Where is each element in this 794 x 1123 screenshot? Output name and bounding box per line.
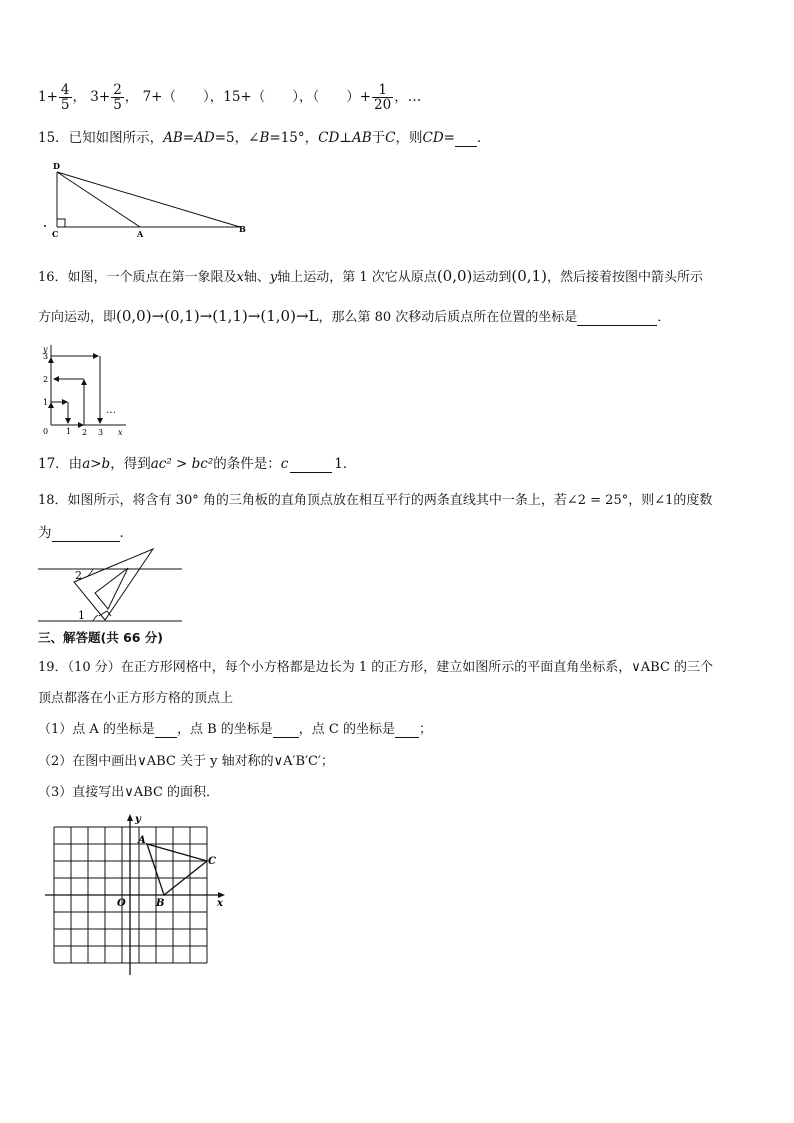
q18-angle-1-label: 1 (78, 609, 85, 622)
q18-angle-2-label: 2 (75, 569, 82, 582)
term2-whole: 3+ (90, 89, 111, 105)
label-D: D (53, 161, 60, 171)
q19-sub2: （2）在图中画出∨ABC 关于 y 轴对称的∨A′B′C′； (38, 754, 334, 769)
q19-grid-figure (42, 813, 232, 978)
q16-xtick-3: 3 (98, 428, 104, 437)
q16-answer-blank[interactable] (577, 310, 657, 326)
q19-blank-C[interactable] (395, 722, 419, 738)
q19-blank-B[interactable] (273, 722, 299, 738)
grid-origin-label: O (117, 898, 126, 909)
label-C: C (52, 229, 59, 239)
vertex-C-label: C (208, 856, 216, 867)
term2-fraction: $\frac{2}{5}$ (113, 81, 122, 113)
q19-blank-A[interactable] (155, 722, 177, 738)
term4-fraction: $\frac{1}{20}$ (374, 81, 392, 113)
q16-xtick-1: 1 (66, 427, 72, 436)
q16-origin: 0 (43, 427, 49, 436)
q17-answer-blank[interactable] (290, 456, 332, 473)
q16-ytick-2: 2 (43, 375, 49, 384)
sequence-tail: ，… (394, 89, 422, 105)
q18-line2: 为 ． (38, 525, 133, 541)
q18-figure (35, 545, 185, 625)
q16-dots: … (106, 405, 116, 416)
q19-sub3: （3）直接写出∨ABC 的面积． (38, 785, 220, 800)
vertex-A-label: A (138, 835, 146, 846)
q15-text: 15．已知如图所示，AB=AD=5，∠B=15°，CD⊥AB于C，则CD= ． (38, 130, 491, 146)
q16-line1: 16．如图，一个质点在第一象限及x轴、y轴上运动，第 1 次它从原点(0,0)运动到(0,1)，然后接着按图中箭头所示 (38, 267, 703, 285)
q16-line2: 方向运动，即(0,0)→(0,1)→(1,1)→(1,0)→L，那么第 80 次移动后质点所在位置的坐标是 ． (38, 307, 671, 325)
q15-figure (40, 160, 255, 240)
q19-sub1: （1）点 A 的坐标是 ，点 B 的坐标是 ，点 C 的坐标是 ； (38, 722, 432, 737)
vertex-B-label: B (156, 898, 165, 909)
grid-x-label: x (217, 898, 223, 909)
q15-answer-blank[interactable] (455, 130, 477, 147)
q19-line2: 顶点都落在小正方形方格的顶点上 (38, 691, 234, 706)
q18-answer-blank[interactable] (52, 525, 120, 542)
label-B: B (239, 224, 246, 234)
term1-whole: 1+ (38, 89, 58, 105)
q16-xtick-2: 2 (82, 428, 88, 437)
q16-x-label: x (118, 428, 123, 437)
q16-ytick-3: 3 (43, 352, 49, 361)
term1-fraction: $\frac{4}{5}$ (60, 81, 70, 113)
section-3-title: 三、解答题(共 66 分) (38, 630, 164, 645)
q16-ytick-1: 1 (43, 398, 49, 407)
q17-text: 17．由a>b，得到ac² > bc²的条件是：c 1． (38, 456, 357, 472)
term3-text: 7+（ ），15+（ ），（ ）+ (142, 89, 372, 105)
q16-figure (38, 343, 133, 438)
q18-line1: 18．如图所示，将含有 30° 角的三角板的直角顶点放在相互平行的两条直线其中一条上，若∠2 = 25°，则∠1的度数 (38, 493, 713, 508)
q16-y-label: y (43, 345, 48, 354)
grid-y-label: y (135, 814, 141, 825)
sequence-line: 1+ $\frac{4}{5}$ ， 3+ $\frac{2}{5}$ ， 7+（ ），15+（ ），（ ）+ $\frac{1}{20}$ ，… (38, 81, 422, 113)
q19-line1: 19．（10 分）在正方形网格中，每个小方格都是边长为 1 的正方形，建立如图所示的平面直角坐标系，∨ABC 的三个 (38, 660, 714, 675)
label-A: A (137, 229, 144, 239)
